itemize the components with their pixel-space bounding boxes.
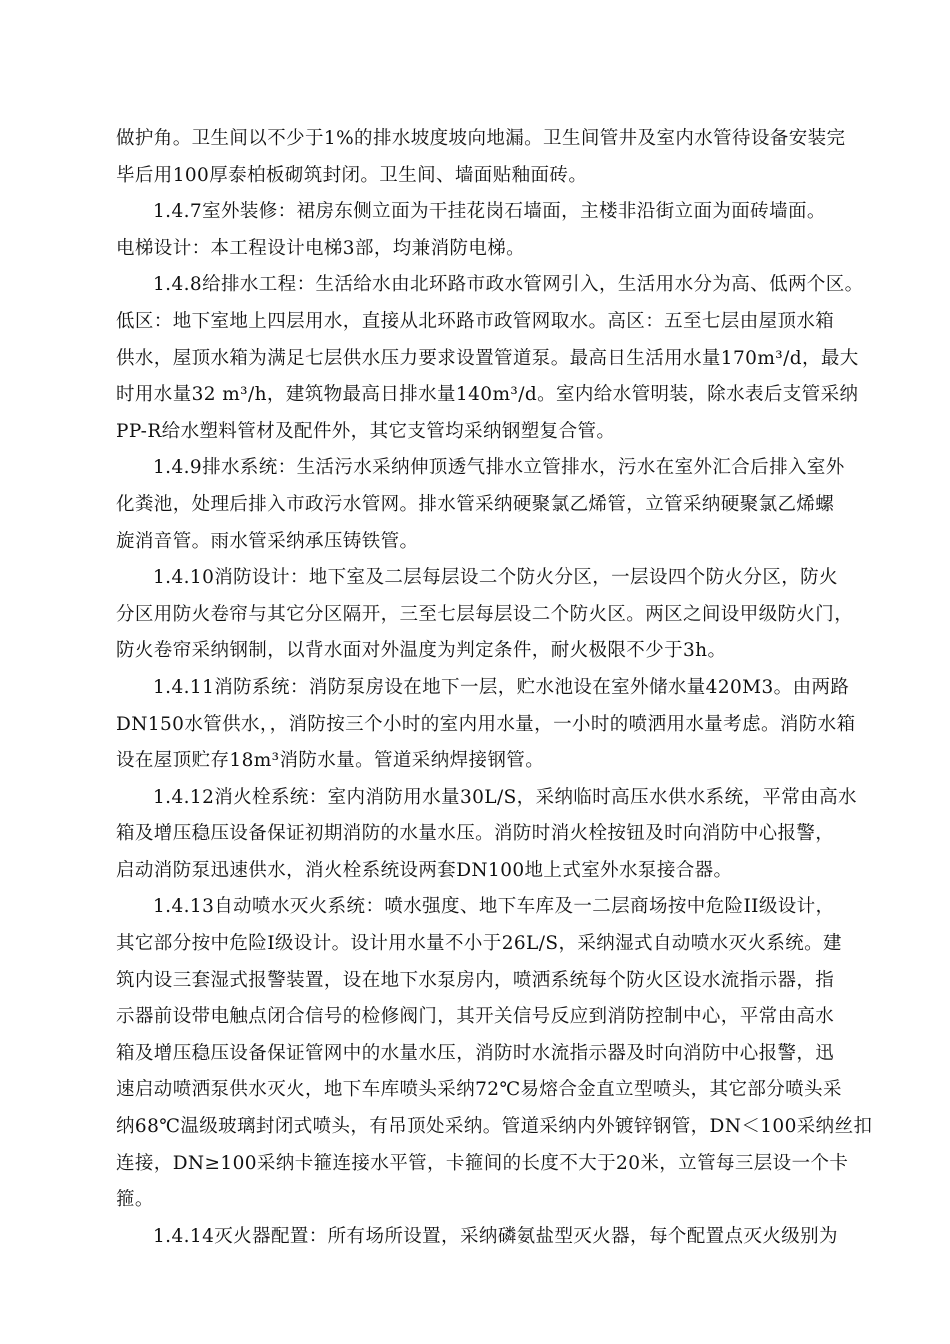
text-line: 其它部分按中危险I级设计。设计用水量不小于26L/S，采纳湿式自动喷水灭火系统。建	[116, 933, 842, 955]
text-line: DN150水管供水，，消防按三个小时的室内用水量，一小时的喷洒用水量考虑。消防水箱	[116, 713, 856, 735]
text-line: 启动消防泵迅速供水，消火栓系统设两套DN100地上式室外水泵接合器。	[116, 859, 733, 881]
text-line: 做护角。卫生间以不少于1%的排水坡度坡向地漏。卫生间管井及室内水管待设备安装完	[116, 128, 846, 149]
text-line: 示器前设带电触点闭合信号的检修阀门，其开关信号反应到消防控制中心，平常由高水	[116, 1006, 835, 1028]
text-line: 筑内设三套湿式报警装置，设在地下水泵房内，喷洒系统每个防火区设水流指示器，指	[116, 969, 835, 991]
text-line: 时用水量32 m³/h，建筑物最高日排水量140m³/d。室内给水管明装，除水表后支管采纳	[116, 384, 859, 406]
paragraph-sprinkler-system: 1.4.13自动喷水灭火系统：喷水强度、地下车库及一二层商场按中危险II级设计，	[153, 896, 835, 918]
text-line: 纳68℃温级玻璃封闭式喷头，有吊顶处采纳。管道采纳内外镀锌钢管，DN＜100采纳丝扣	[116, 1116, 873, 1138]
paragraph-hydrant-system: 1.4.12消火栓系统：室内消防用水量30L/S，采纳临时高压水供水系统，平常由高水	[153, 786, 857, 808]
text-line: 分区用防火卷帘与其它分区隔开，三至七层每层设二个防火区。两区之间设甲级防火门，	[116, 603, 854, 625]
text-line: 旋消音管。雨水管采纳承压铸铁管。	[116, 530, 419, 552]
text-line: PP-R给水塑料管材及配件外，其它支管均采纳钢塑复合管。	[116, 420, 616, 442]
text-line: 化粪池，处理后排入市政污水管网。排水管采纳硬聚氯乙烯管，立管采纳硬聚氯乙烯螺	[116, 493, 835, 515]
paragraph-water-supply: 1.4.8给排水工程：生活给水由北环路市政水管网引入，生活用水分为高、低两个区。	[153, 274, 864, 296]
paragraph-outdoor-decoration: 1.4.7室外装修：裙房东侧立面为干挂花岗石墙面，主楼非沿街立面为面砖墙面。	[153, 201, 826, 223]
text-line: 毕后用100厚泰柏板砌筑封闭。卫生间、墙面贴釉面砖。	[116, 164, 588, 186]
paragraph-fire-system: 1.4.11消防系统：消防泵房设在地下一层，贮水池设在室外储水量420M3。由两路	[153, 676, 850, 698]
text-line: 防火卷帘采纳钢制，以背水面对外温度为判定条件，耐火极限不少于3h。	[116, 640, 727, 662]
paragraph-extinguisher: 1.4.14灭火器配置：所有场所设置，采纳磷氨盐型灭火器，每个配置点灭火级别为	[153, 1225, 838, 1247]
text-line: 设在屋顶贮存18m³消防水量。管道采纳焊接钢管。	[116, 750, 545, 772]
text-line: 连接，DN≥100采纳卡箍连接水平管，卡箍间的长度不大于20米，立管每三层设一个卡	[116, 1152, 849, 1174]
paragraph-elevator: 电梯设计：本工程设计电梯3部，均兼消防电梯。	[116, 237, 526, 259]
paragraph-fire-design: 1.4.10消防设计：地下室及二层每层设二个防火分区，一层设四个防火分区，防火	[153, 567, 838, 589]
paragraph-drainage: 1.4.9排水系统：生活污水采纳伸顶透气排水立管排水，污水在室外汇合后排入室外	[153, 457, 845, 479]
text-line: 箍。	[116, 1189, 154, 1211]
text-line: 低区：地下室地上四层用水，直接从北环路市政管网取水。高区：五至七层由屋顶水箱	[116, 310, 835, 332]
text-line: 速启动喷洒泵供水灭火，地下车库喷头采纳72℃易熔合金直立型喷头，其它部分喷头采	[116, 1079, 842, 1101]
text-line: 箱及增压稳压设备保证初期消防的水量水压。消防时消火栓按钮及时向消防中心报警，	[116, 823, 835, 845]
text-line: 箱及增压稳压设备保证管网中的水量水压，消防时水流指示器及时向消防中心报警，迅	[116, 1042, 835, 1064]
body-text	[116, 121, 873, 1255]
text-line: 供水，屋顶水箱为满足七层供水压力要求设置管道泵。最高日生活用水量170m³/d，最大	[116, 347, 859, 369]
